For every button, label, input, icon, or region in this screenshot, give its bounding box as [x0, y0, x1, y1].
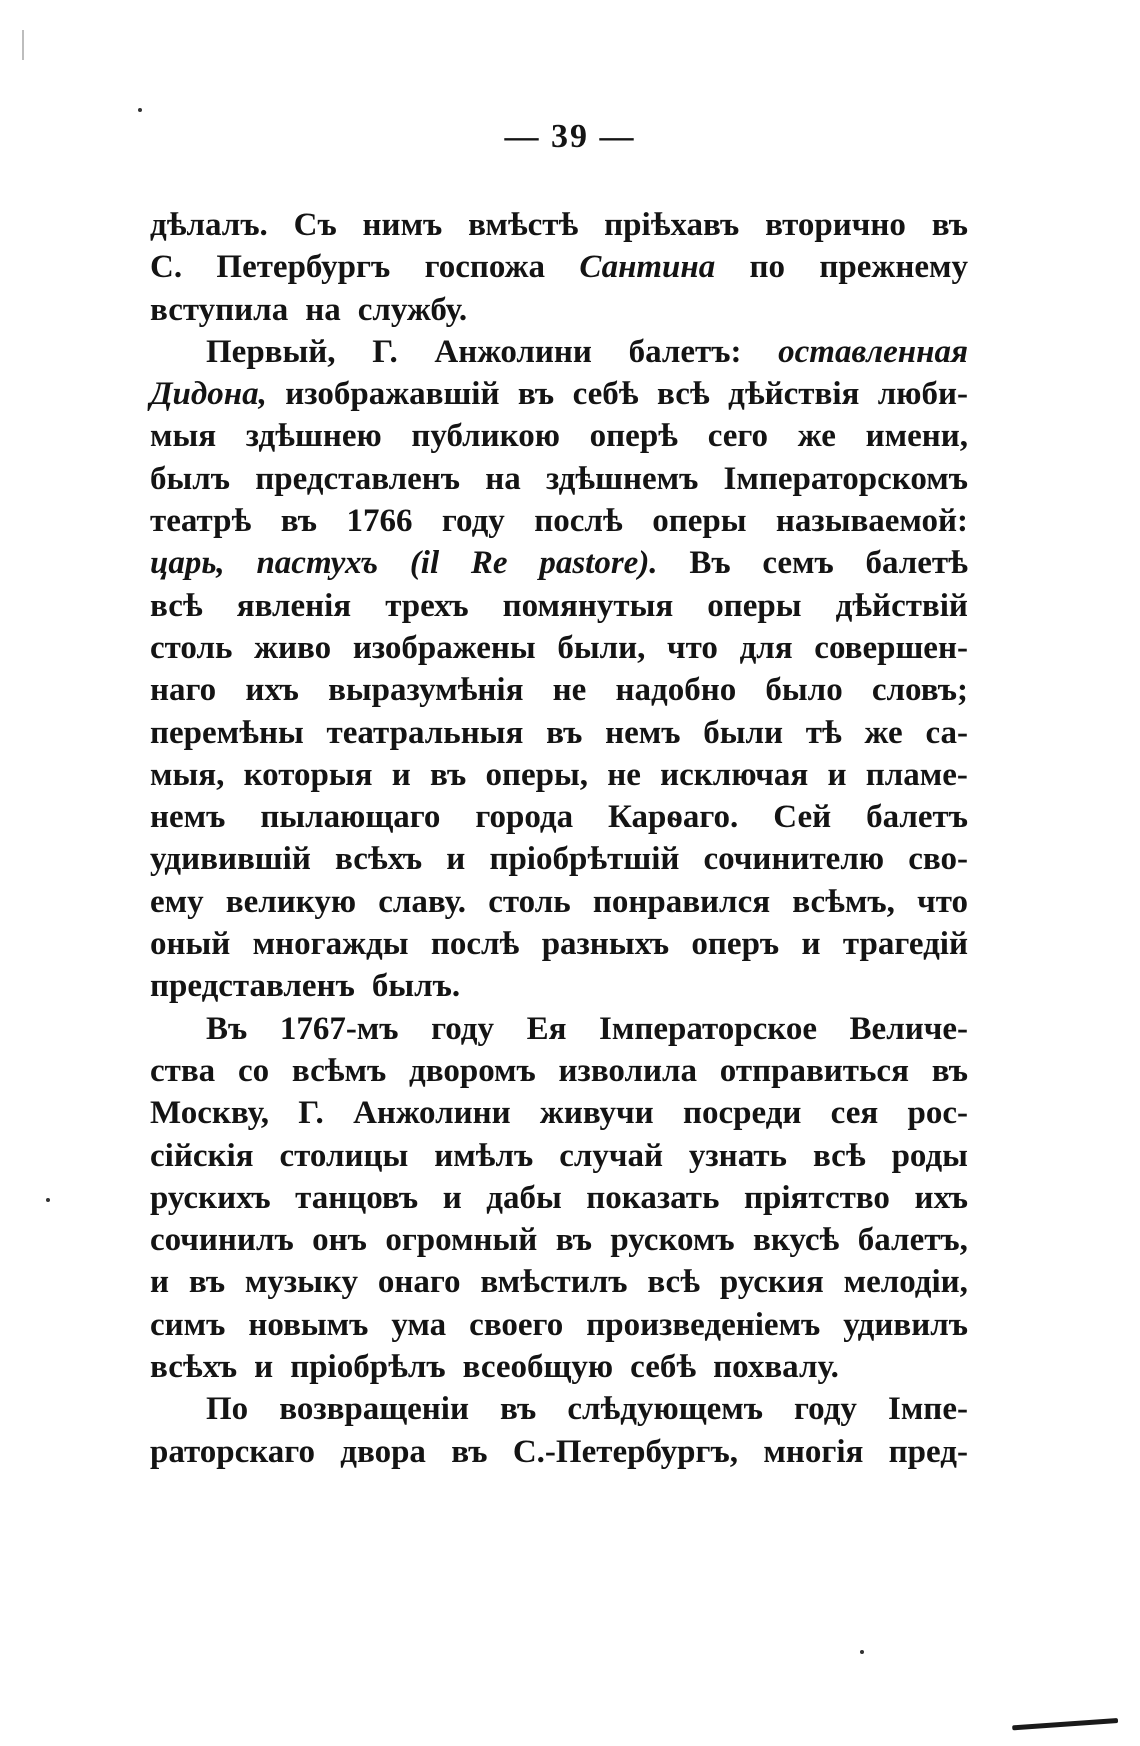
word: пылающаго [260, 799, 441, 836]
text-line [150, 712, 968, 754]
word: и [827, 756, 847, 793]
word: немъ [605, 714, 681, 751]
word: столицы [279, 1137, 409, 1174]
word: и [254, 1349, 274, 1386]
word: были, [557, 629, 646, 666]
word: рос- [907, 1095, 968, 1132]
word: рускомъ [610, 1222, 735, 1259]
word: Дидона, [150, 376, 267, 413]
word: пріятство [743, 1179, 890, 1216]
text-line [150, 500, 968, 542]
word: Re [470, 545, 508, 582]
word: Съ [293, 207, 337, 243]
word: пламе- [865, 756, 968, 793]
word: себѣ [630, 1349, 697, 1386]
word: сочинилъ [150, 1222, 294, 1259]
word: мыя [150, 418, 217, 455]
word: ума [391, 1306, 447, 1343]
word: Въ [206, 1010, 248, 1047]
word: мелодіи, [843, 1264, 968, 1301]
word: былъ [150, 460, 231, 497]
word: по [749, 249, 786, 286]
word: сего [707, 418, 769, 455]
word: исключая [660, 756, 809, 793]
word: мыя, [150, 756, 225, 793]
word: на [485, 460, 521, 497]
word: По [206, 1391, 249, 1428]
word: произведеніемъ [586, 1306, 821, 1343]
word: изображавшій [285, 376, 500, 413]
word: не [552, 672, 587, 709]
word: Петербургъ [216, 249, 391, 286]
word: сійскія [150, 1137, 254, 1174]
word: сея [830, 1095, 879, 1132]
text-line [150, 1346, 968, 1388]
text-line [150, 204, 968, 246]
word: трагедій [842, 926, 968, 963]
word: году [431, 1010, 494, 1047]
scan-speck [46, 1198, 50, 1202]
word: и [801, 926, 821, 963]
word: пастухъ [256, 545, 379, 582]
word: въ [500, 1391, 537, 1428]
word: узнать [688, 1137, 788, 1174]
word: госпожа [424, 249, 546, 286]
word: году [794, 1391, 857, 1428]
word: ему [150, 883, 204, 920]
word: перемѣны [150, 714, 304, 751]
word: многажды [252, 926, 409, 963]
word: огромный [385, 1222, 538, 1259]
word: и [391, 756, 411, 793]
word: всѣ [657, 376, 710, 413]
word: дабы [486, 1179, 562, 1216]
word: изволила [558, 1052, 698, 1089]
text-line [150, 246, 968, 288]
word: 1767-мъ [279, 1010, 399, 1047]
scan-speck [860, 1650, 864, 1654]
text-line [150, 923, 968, 965]
word: въ [546, 714, 583, 751]
text-line [150, 1261, 968, 1303]
text-line [150, 1135, 968, 1177]
word: всѣмъ [291, 1052, 387, 1089]
word: въ [429, 756, 467, 793]
word: словъ; [871, 672, 968, 709]
word: дѣйствій [835, 587, 968, 624]
word: возвращеніи [279, 1391, 469, 1428]
word: всѣхъ [334, 841, 423, 878]
word: вмѣстилъ [480, 1264, 628, 1301]
word: пріѣхавъ [604, 207, 740, 243]
word: что [917, 883, 968, 920]
word: столь [488, 883, 571, 920]
word: сво- [908, 841, 968, 878]
word: дѣйствія [728, 376, 860, 413]
text-line [150, 585, 968, 627]
text-line [150, 415, 968, 457]
text-line [150, 1092, 968, 1134]
word: ства [150, 1052, 216, 1089]
word: называемой: [775, 503, 968, 540]
word: Первый, [206, 333, 336, 370]
word: не [607, 756, 641, 793]
word: изображены [352, 629, 536, 666]
word: Ея [526, 1010, 567, 1047]
word: Анжолини [434, 333, 592, 370]
word: балетъ: [628, 333, 742, 370]
body-text [150, 204, 968, 1473]
word: году [441, 503, 505, 540]
word: въ [555, 1222, 592, 1259]
word: имени, [865, 418, 968, 455]
text-line [150, 1388, 968, 1430]
word: люби- [877, 376, 968, 413]
word: балетъ, [857, 1222, 968, 1259]
word: танцовъ [295, 1179, 419, 1216]
text-line [150, 627, 968, 669]
word: похвалу. [713, 1349, 839, 1386]
word: Імператорскомъ [723, 460, 968, 497]
word: руския [719, 1264, 824, 1301]
word: двора [340, 1433, 426, 1470]
text-line [150, 1304, 968, 1346]
word: пред- [888, 1433, 968, 1470]
word: въ [188, 1264, 226, 1301]
word: сочинителю [703, 841, 885, 878]
word: былъ. [371, 968, 461, 1005]
word: pastore). [539, 545, 658, 582]
word: многія [763, 1433, 864, 1470]
word: рускихъ [150, 1179, 271, 1216]
word: здѣшнею [245, 418, 382, 455]
word: симъ [150, 1306, 226, 1343]
word: посреди [682, 1095, 802, 1132]
scan-margin-mark [22, 30, 24, 60]
word: раторскаго [150, 1433, 315, 1470]
word: С.-Петербургъ, [512, 1433, 739, 1470]
word: отправиться [719, 1052, 909, 1089]
word: въ [517, 376, 555, 413]
word: случай [559, 1137, 663, 1174]
word: въ [931, 1052, 968, 1089]
word: пріобрѣтшій [489, 841, 680, 878]
word: которыя [243, 756, 373, 793]
word: семъ [762, 545, 834, 582]
word: онаго [377, 1264, 461, 1301]
word: театральныя [326, 714, 524, 751]
word: Анжолини [353, 1095, 511, 1132]
text-line [150, 1219, 968, 1261]
word: 1766 [346, 503, 413, 540]
text-line [150, 965, 968, 1007]
word: балетъ [866, 799, 968, 836]
text-line [150, 458, 968, 500]
text-line [150, 1050, 968, 1092]
word: города [475, 799, 574, 836]
word: удивившій [150, 841, 311, 878]
word: всѣхъ [150, 1349, 238, 1386]
word: оперы, [485, 756, 588, 793]
word: всѣ [812, 1137, 866, 1174]
text-line [150, 1008, 968, 1050]
word: что [667, 629, 718, 666]
word: въ [931, 207, 968, 243]
text-line [150, 838, 968, 880]
word: Г. [298, 1095, 324, 1132]
word: Величе- [849, 1010, 968, 1047]
word: были [703, 714, 784, 751]
word: и [150, 1264, 170, 1301]
word: онъ [312, 1222, 367, 1259]
word: было [765, 672, 843, 709]
word: театрѣ [150, 503, 252, 540]
word: царь, [150, 545, 225, 582]
word: роды [891, 1137, 968, 1174]
scan-speck [138, 108, 142, 112]
word: славу. [378, 883, 467, 920]
word: С. [150, 249, 183, 286]
text-line [150, 1431, 968, 1473]
word: надобно [615, 672, 737, 709]
word: дворомъ [409, 1052, 536, 1089]
word: тѣ [805, 714, 842, 751]
page-number: — 39 — [504, 118, 636, 155]
text-line [150, 754, 968, 796]
word: публикою [411, 418, 560, 455]
word: службу. [357, 291, 468, 328]
word: оный [150, 926, 231, 963]
word: удивилъ [843, 1306, 968, 1343]
word: понравился [592, 883, 771, 920]
word: вступила [150, 291, 289, 328]
word: музыку [244, 1264, 358, 1301]
word: балетѣ [865, 545, 968, 582]
word: и [446, 841, 466, 878]
word: Імператорское [599, 1010, 817, 1047]
word: въ [280, 503, 317, 540]
text-line [150, 331, 968, 373]
word: нимъ [362, 207, 443, 243]
word: своего [469, 1306, 564, 1343]
word: себѣ [572, 376, 639, 413]
text-line [150, 796, 968, 838]
word: всеобщую [462, 1349, 614, 1386]
word: живо [254, 629, 332, 666]
word: на [305, 291, 341, 328]
word: послѣ [534, 503, 623, 540]
word: Г. [372, 333, 398, 370]
text-line [150, 289, 968, 331]
word: всѣ [150, 587, 203, 624]
word: немъ [150, 799, 226, 836]
word: въ [451, 1433, 488, 1470]
word: выразумѣнія [328, 672, 524, 709]
word: пріобрѣлъ [290, 1349, 446, 1386]
word: оперы [707, 587, 802, 624]
word: со [237, 1052, 270, 1089]
text-line [150, 669, 968, 711]
word: Москву, [150, 1095, 270, 1132]
word: Сантина [579, 249, 716, 286]
word: великую [225, 883, 357, 920]
word: совершен- [814, 629, 968, 666]
word: помянутыя [502, 587, 674, 624]
word: Въ [689, 545, 731, 582]
word: ихъ [245, 672, 299, 709]
word: оперѣ [589, 418, 678, 455]
word: же [864, 714, 903, 751]
word: и [442, 1179, 462, 1216]
word: столь [150, 629, 233, 666]
text-line [150, 1177, 968, 1219]
word: Імпе- [887, 1391, 968, 1428]
text-line [150, 542, 968, 584]
word: дѣлалъ. [150, 207, 268, 243]
word: оставленная [778, 333, 968, 370]
word: представленъ [255, 460, 461, 497]
scan-edge-mark [1012, 1718, 1118, 1730]
word: прежнему [819, 249, 968, 286]
word: представленъ [150, 968, 355, 1005]
word: трехъ [385, 587, 469, 624]
word: разныхъ [541, 926, 670, 963]
word: оперы [652, 503, 747, 540]
word: наго [150, 672, 217, 709]
word: живучи [539, 1095, 654, 1132]
word: оперъ [691, 926, 780, 963]
word: здѣшнемъ [545, 460, 699, 497]
word: всѣмъ, [792, 883, 895, 920]
word: вкусѣ [753, 1222, 840, 1259]
word: имѣлъ [434, 1137, 534, 1174]
word: всѣ [647, 1264, 701, 1301]
word: вмѣстѣ [468, 207, 579, 243]
word: ихъ [914, 1179, 968, 1216]
word: явленія [236, 587, 352, 624]
text-line [150, 881, 968, 923]
word: Карѳаго. [608, 799, 739, 836]
text-line [150, 373, 968, 415]
word: слѣдующемъ [567, 1391, 763, 1428]
word: вторично [765, 207, 906, 243]
word: показать [586, 1179, 720, 1216]
word: послѣ [430, 926, 520, 963]
word: для [739, 629, 793, 666]
word: са- [925, 714, 968, 751]
word: (il [409, 545, 440, 582]
word: же [797, 418, 836, 455]
word: новымъ [248, 1306, 369, 1343]
word: Сей [773, 799, 832, 836]
